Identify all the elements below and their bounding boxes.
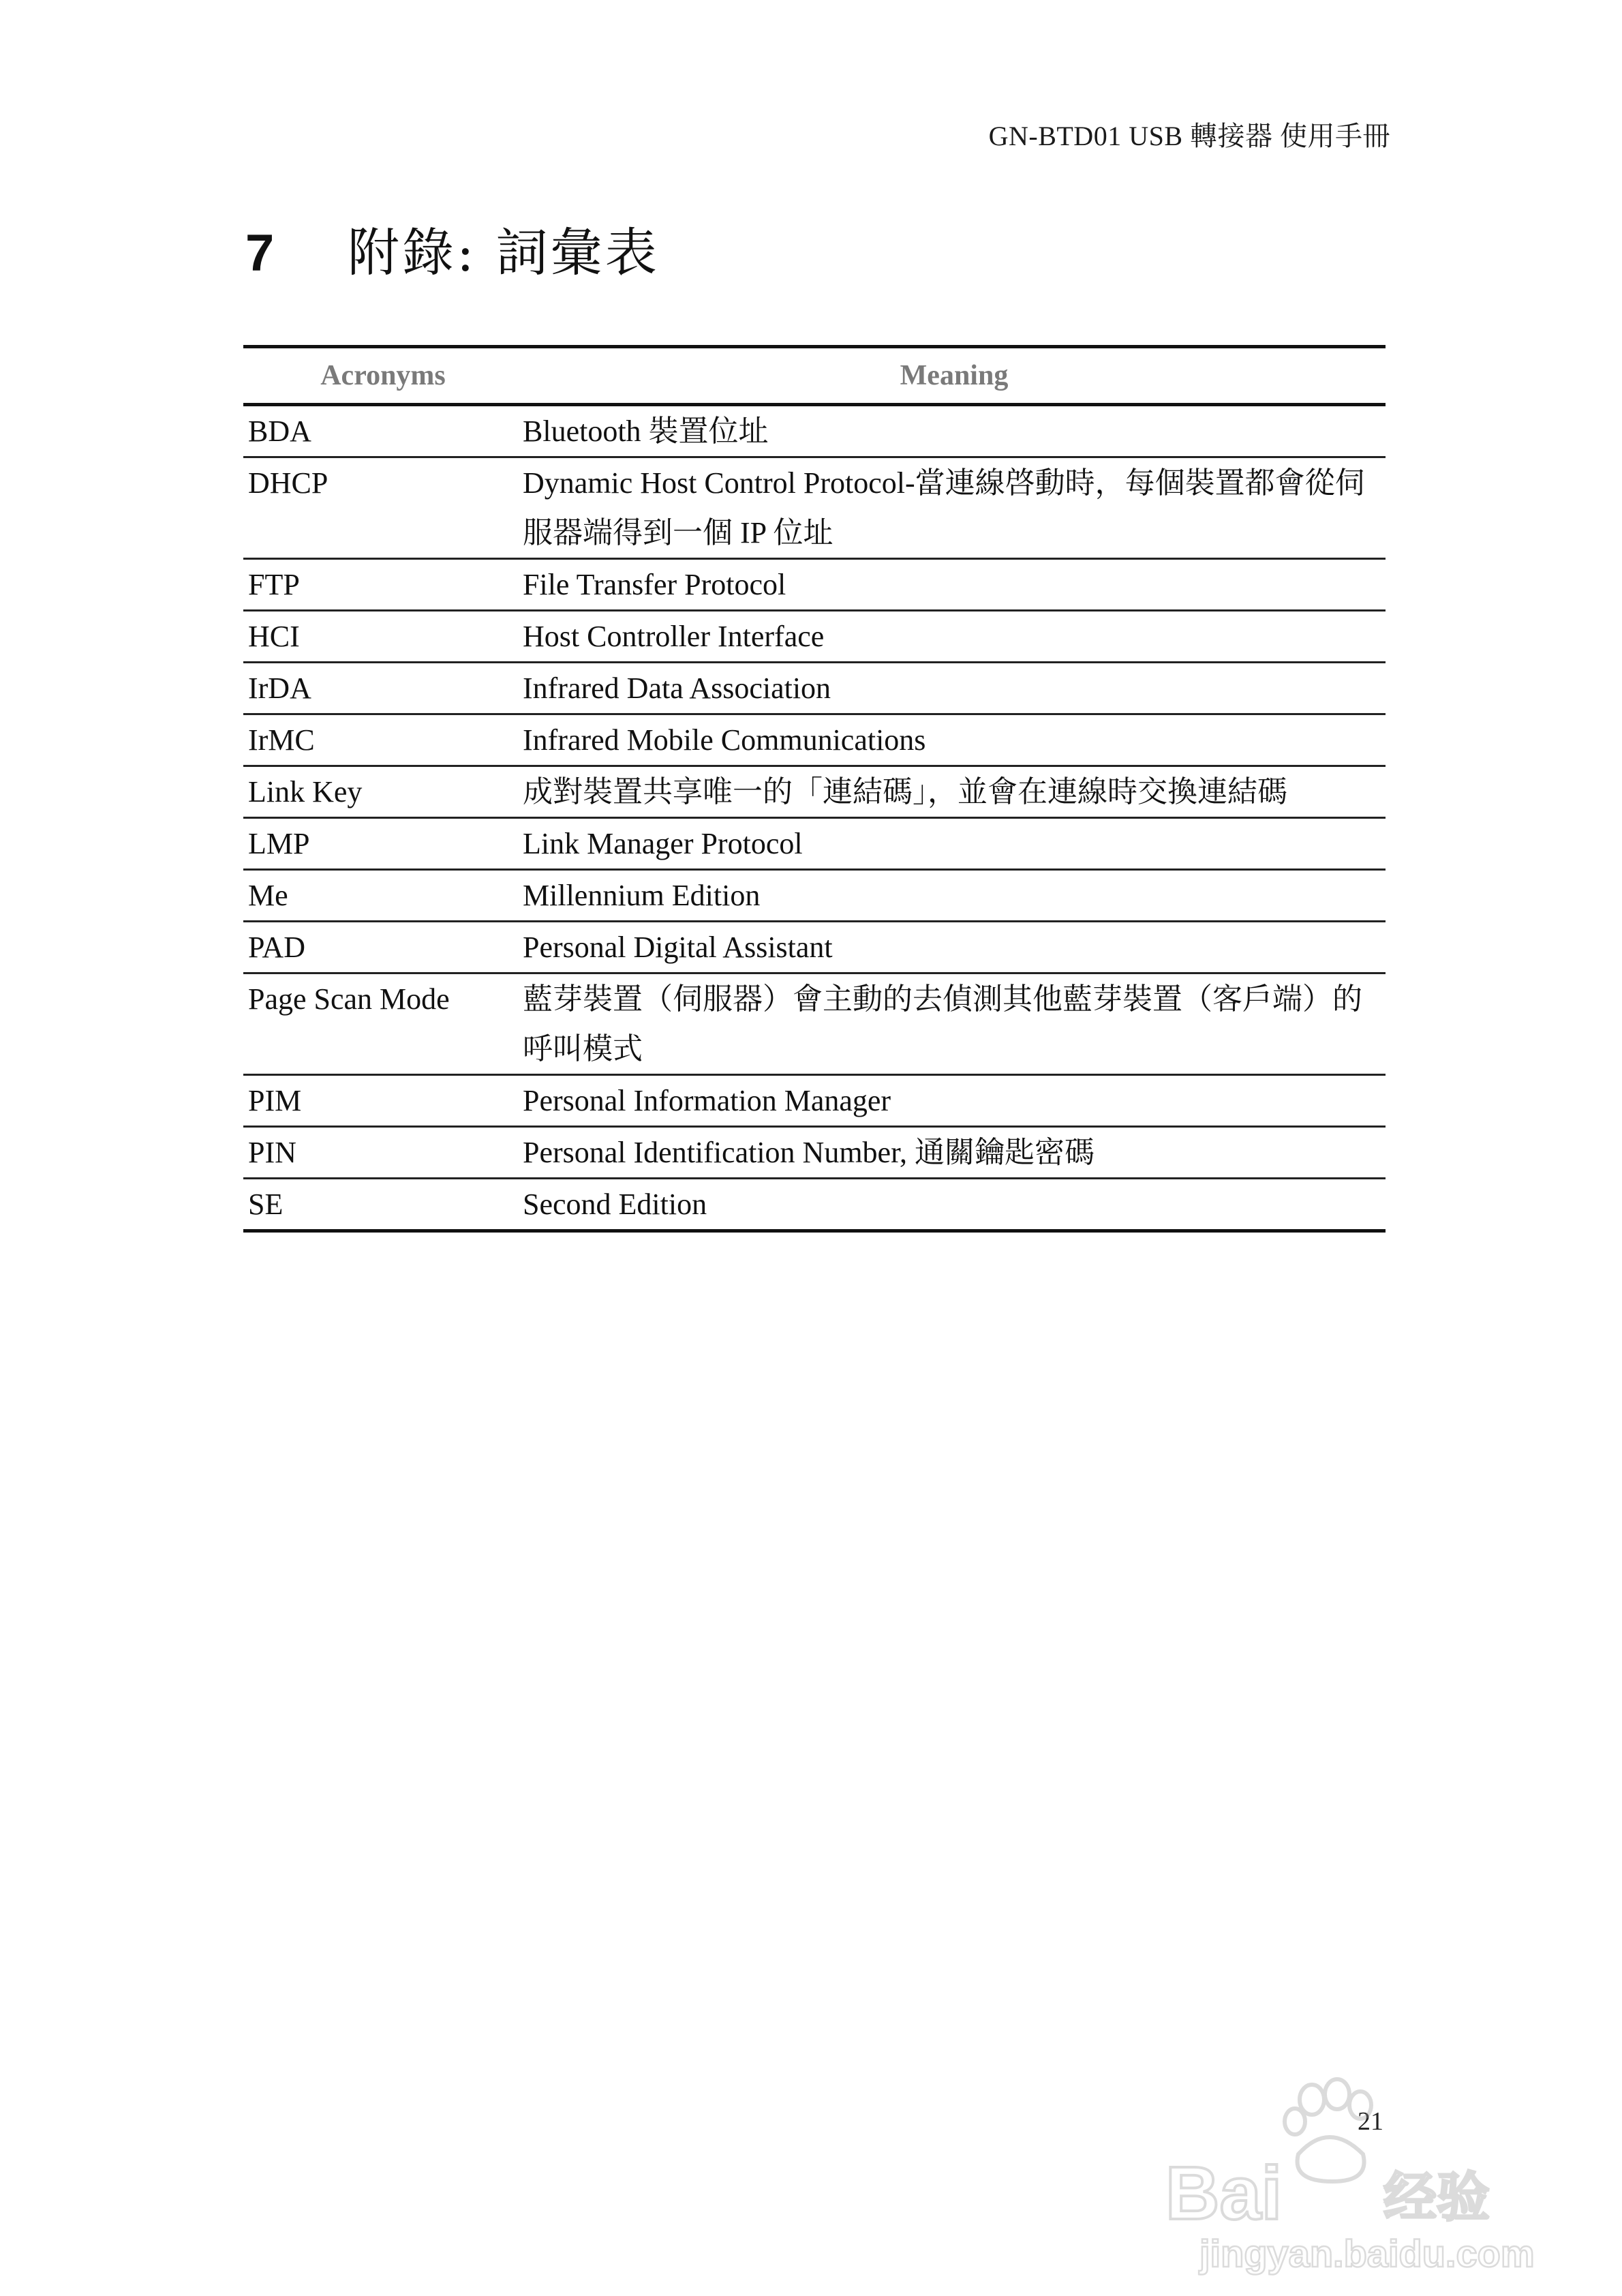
acronym-cell: SE [248, 1188, 284, 1221]
acronym-cell: PAD [248, 931, 305, 964]
meaning-cell: Personal Information Manager [523, 1084, 891, 1117]
meaning-cell: Host Controller Interface [523, 620, 825, 653]
table-row [243, 819, 1386, 871]
acronym-cell: Me [248, 879, 288, 912]
paw-icon [1285, 2079, 1371, 2181]
watermark-brand: Bai [1165, 2151, 1283, 2235]
meaning-cell: Infrared Mobile Communications [523, 723, 926, 757]
table-row [243, 922, 1386, 974]
table-row [243, 1128, 1386, 1179]
column-header-meaning: Meaning [900, 360, 1009, 391]
meaning-cell: Millennium Edition [523, 879, 761, 912]
chapter-number: 7 [245, 224, 275, 282]
acronym-cell: FTP [248, 568, 300, 601]
table-row [243, 1076, 1386, 1128]
acronym-cell: LMP [248, 827, 310, 860]
acronym-cell: IrDA [248, 671, 311, 705]
table-row [243, 458, 1386, 560]
table-header-row [243, 348, 1386, 406]
acronym-cell: PIN [248, 1136, 296, 1169]
table-row [243, 560, 1386, 611]
running-header: GN-BTD01 USB 轉接器 使用手冊 [988, 121, 1390, 151]
acronym-cell: DHCP [248, 466, 328, 500]
meaning-cell: Dynamic Host Control Protocol-當連線啓動時，每個裝置都會從伺服器端得到一個 IP 位址 [523, 466, 1365, 549]
meaning-cell: Bluetooth 裝置位址 [523, 414, 769, 448]
table-row [243, 715, 1386, 767]
acronym-cell: Link Key [248, 775, 363, 809]
meaning-cell: Infrared Data Association [523, 671, 831, 705]
column-header-acronyms: Acronyms [320, 360, 446, 391]
acronym-cell: PIM [248, 1084, 302, 1117]
meaning-cell: File Transfer Protocol [523, 568, 786, 601]
table-row [243, 974, 1386, 1076]
page-number: 21 [1358, 2107, 1383, 2136]
table-row [243, 871, 1386, 922]
table-row [243, 611, 1386, 663]
meaning-cell: 成對裝置共享唯一的「連結碼」，並會在連線時交換連結碼 [523, 775, 1287, 809]
meaning-cell: Personal Digital Assistant [523, 931, 833, 964]
table-body [243, 406, 1386, 1229]
chapter-heading [245, 211, 660, 286]
acronym-cell: IrMC [248, 723, 315, 757]
chapter-title: 附錄: 詞彙表 [348, 222, 660, 283]
table-row [243, 406, 1386, 458]
watermark-url: jingyan.baidu.com [1199, 2232, 1535, 2275]
table-row [243, 767, 1386, 819]
watermark-brand-suffix: 经验 [1383, 2167, 1490, 2229]
meaning-cell: 藍芽裝置（伺服器）會主動的去偵測其他藍芽裝置（客戶端）的呼叫模式 [523, 982, 1362, 1066]
meaning-cell: Personal Identification Number, 通關鑰匙密碼 [523, 1136, 1095, 1169]
baidu-watermark [1159, 2072, 1540, 2277]
meaning-cell: Second Edition [523, 1188, 707, 1221]
acronym-cell: BDA [248, 414, 311, 448]
table-row [243, 1179, 1386, 1229]
glossary-table [243, 345, 1386, 1233]
table-row [243, 663, 1386, 715]
acronym-cell: HCI [248, 620, 300, 653]
meaning-cell: Link Manager Protocol [523, 827, 803, 860]
acronym-cell: Page Scan Mode [248, 982, 450, 1016]
